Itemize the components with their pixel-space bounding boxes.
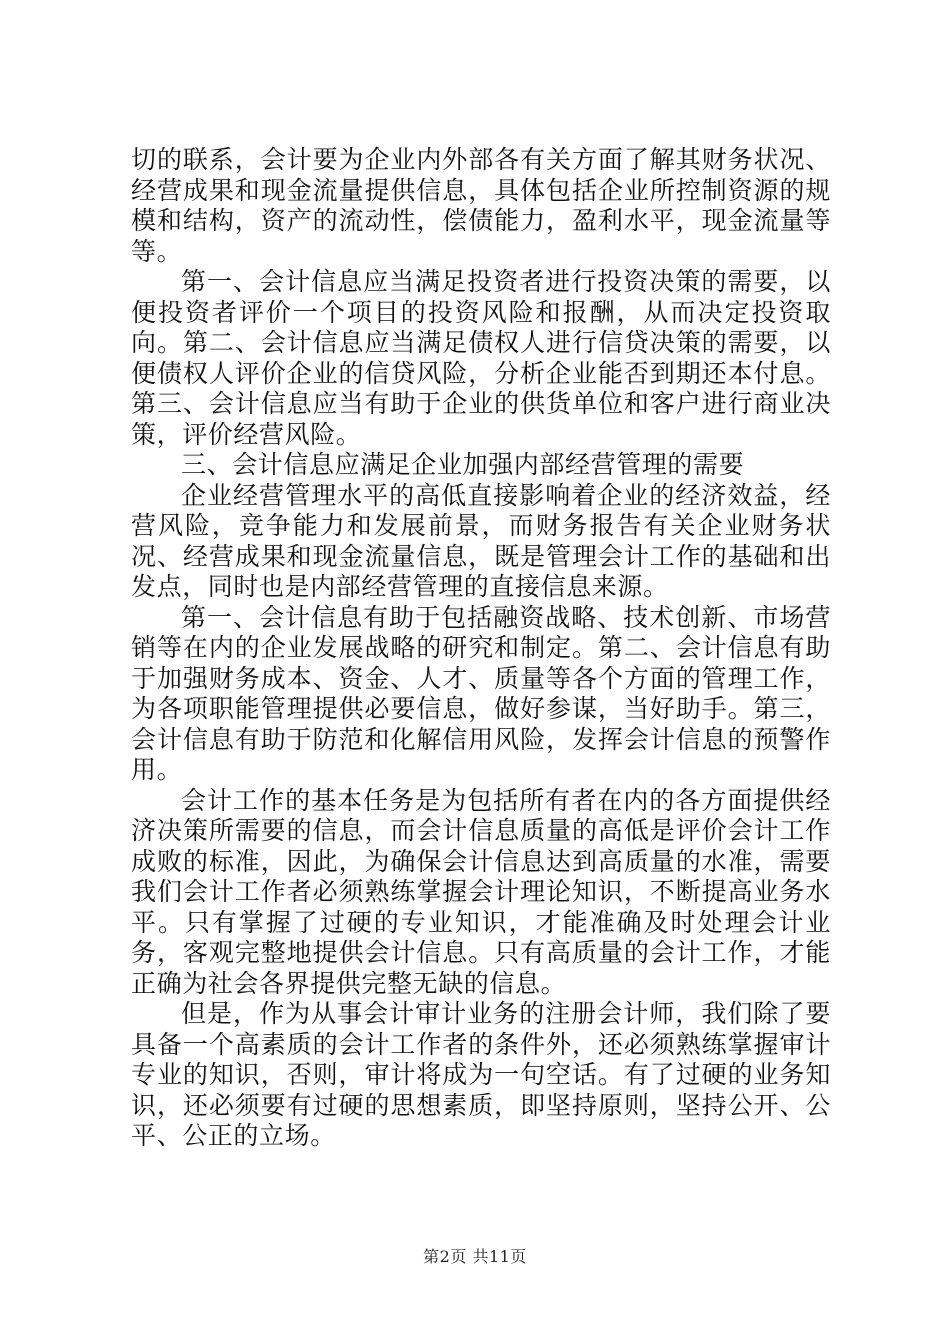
paragraph-basic-task: 会计工作的基本任务是为包括所有者在内的各方面提供经济决策所需要的信息，而会计信息质量的高低是评价会计工作成败的标准，因此，为确保会计信息达到高质量的水准，需要我们会计工作者必须熟练掌握会计理论知识，不断提高业务水平。只有掌握了过硬的专业知识，才能准确及时处理会计业务，客观完整地提供会计信息。只有高质量的会计工作，才能正确为社会各界提供完整无缺的信息。 — [131, 785, 831, 998]
paragraph-continued: 切的联系，会计要为企业内外部各有关方面了解其财务状况、经营成果和现金流量提供信息，具体包括企业所控制资源的规模和结构，资产的流动性，偿债能力，盈利水平，现金流量等等。 — [131, 145, 831, 266]
paragraph-investor-needs: 第一、会计信息应当满足投资者进行投资决策的需要，以便投资者评价一个项目的投资风险和报酬，从而决定投资取向。第二、会计信息应当满足债权人进行信贷决策的需要，以便债权人评价企业的信贷风险，分析企业能否到期还本付息。第三、会计信息应当有助于企业的供货单位和客户进行商业决策，评价经营风险。 — [131, 267, 831, 449]
paragraph-strategy-support: 第一、会计信息有助于包括融资战略、技术创新、市场营销等在内的企业发展战略的研究和制定。第二、会计信息有助于加强财务成本、资金、人才、质量等各个方面的管理工作，为各项职能管理提供必要信息，做好参谋，当好助手。第三，会计信息有助于防范和化解信用风险，发挥会计信息的预警作用。 — [131, 602, 831, 784]
paragraph-management-level: 企业经营管理水平的高低直接影响着企业的经济效益，经营风险，竞争能力和发展前景，而财务报告有关企业财务状况、经营成果和现金流量信息，既是管理会计工作的基础和出发点，同时也是内部经营管理的直接信息来源。 — [131, 480, 831, 601]
page-number-footer: 第2页 共11页 — [423, 1247, 527, 1266]
section-heading-internal-management: 三、会计信息应满足企业加强内部经营管理的需要 — [181, 450, 745, 479]
document-body — [131, 145, 831, 1152]
paragraph-cpa-requirements: 但是，作为从事会计审计业务的注册会计师，我们除了要具备一个高素质的会计工作者的条件外，还必须熟练掌握审计专业的知识，否则，审计将成为一句空话。有了过硬的业务知识，还必须要有过硬的思想素质，即坚持原则，坚持公开、公平、公正的立场。 — [131, 999, 831, 1150]
